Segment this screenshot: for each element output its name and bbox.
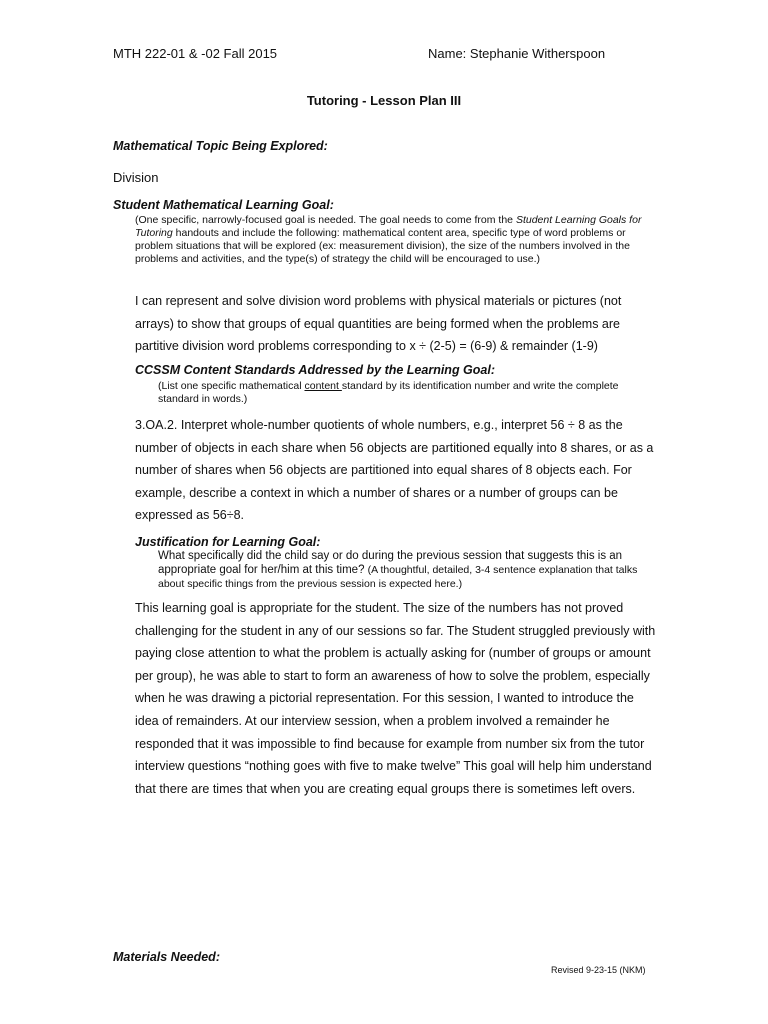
revision-footer: Revised 9-23-15 (NKM) (551, 965, 646, 975)
materials-heading: Materials Needed: (113, 950, 220, 964)
topic-heading: Mathematical Topic Being Explored: (113, 139, 328, 153)
justification-heading: Justification for Learning Goal: (135, 535, 321, 549)
topic-value: Division (113, 170, 159, 185)
student-name: Name: Stephanie Witherspoon (428, 46, 606, 61)
goal-answer: I can represent and solve division word problems with physical materials or pictures (not arrays) to show that groups of equal quantities are being formed when the problems are partitive division word problems corresponding to x ÷ (2-5) = (6-9) & remainder (1-9) (135, 294, 622, 354)
justification-instructions: What specifically did the child say or do during the previous session that suggests this is an appropriate goal for her/him at this time? (A thoughtful, detailed, 3-4 sentence explanation that talks about specific things from the previous session is expected here.) (158, 550, 638, 590)
goal-instructions: (One specific, narrowly-focused goal is needed. The goal needs to come from the Student Learning Goals for Tutoring handouts and include the following: mathematical content area, specific type of word problems or problem situations that will be explored (ex: measurement division), the size of the numbers involved in the problems and activities, and the type(s) of strategy the child will be encouraged to use.) (135, 214, 642, 265)
course-header: MTH 222-01 & -02 Fall 2015 (113, 46, 278, 61)
page-title: Tutoring - Lesson Plan III (306, 93, 462, 108)
goal-heading: Student Mathematical Learning Goal: (113, 198, 334, 212)
standards-heading: CCSSM Content Standards Addressed by the Learning Goal: (135, 363, 495, 377)
standards-instructions: (List one specific mathematical content standard by its identification number and write the complete standard in words.) (158, 380, 619, 405)
justification-answer: This learning goal is appropriate for the student. The size of the numbers has not proved challenging for the student in any of our sessions so far. The Student struggled previously with paying close attention to what the problem is actually asking for (number of groups or amount per group), he was able to start to form an awareness of how to solve the problem, especially when he was drawing a pictorial representation. For this session, I wanted to introduce the idea of remainders. At our interview session, when a problem involved a remainder he responded that it was impossible to find because for example from number six from the tutor interview questions “nothing goes with five to make twelve” This goal will help him understand that there are times that when you are creating equal groups there is sometimes left overs. (135, 601, 656, 796)
standards-answer: 3.OA.2. Interpret whole-number quotients of whole numbers, e.g., interpret 56 ÷ 8 as the number of objects in each share when 56 objects are partitioned equally into 8 shares, or as a number of shares when 56 objects are partitioned into equal shares of 8 objects each. For example, describe a context in which a number of shares or a number of groups can be expressed as 56÷8. (135, 418, 654, 523)
